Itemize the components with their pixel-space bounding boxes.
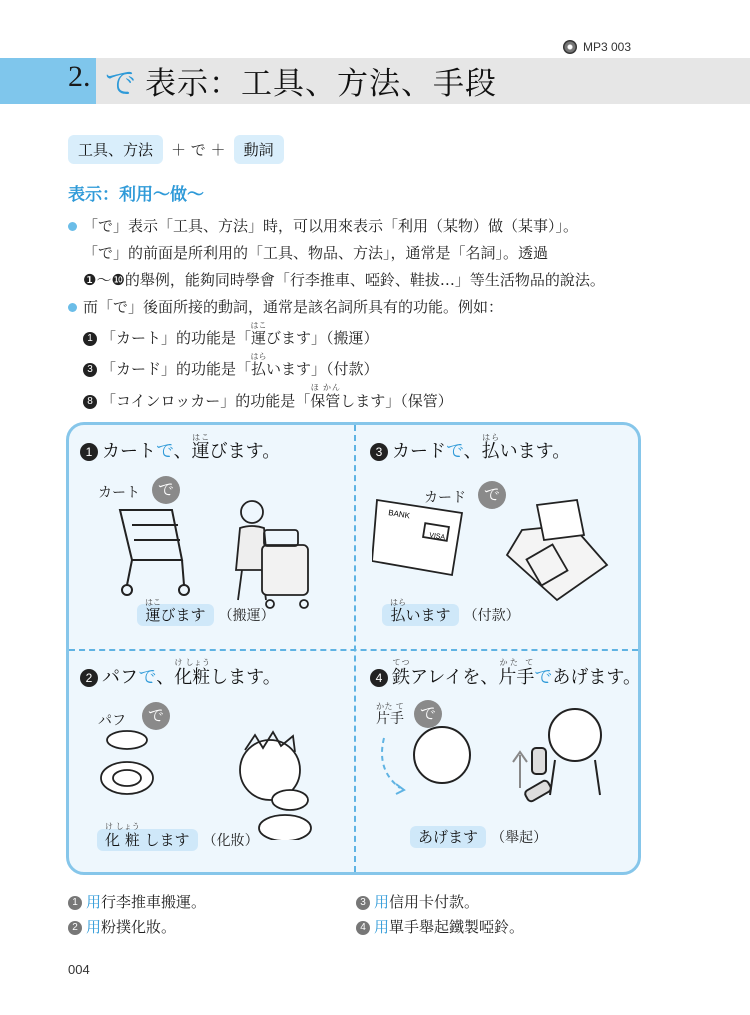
cell-3-verb-row: [382, 598, 520, 625]
cell-3-noun: カード: [424, 490, 466, 506]
cell-4-sentence: 4 鉄てつアレイを、片手かた てであげます。: [370, 658, 641, 689]
explanation-2-line-1: 而「で」後面所接的動詞，通常是該名詞所具有的功能。例如：: [68, 294, 708, 321]
cell-1-sentence: 1 カートで、運はこびます。: [80, 433, 280, 463]
section-number: 2.: [68, 60, 91, 93]
cell-4-noun: 片手かた て: [376, 702, 404, 727]
bullet-icon: [68, 222, 77, 231]
cell-1-gloss: （搬運）: [218, 608, 275, 624]
card-visa-text: VISA: [428, 532, 446, 542]
cell-1-verb-row: [137, 598, 275, 625]
cell-4-de-bubble: で: [414, 700, 442, 728]
cell-2-noun: パフ: [98, 713, 126, 729]
cell-2-sentence: 2 パフで、化粧け しょうします。: [80, 658, 281, 689]
cell-1-de-bubble: で: [152, 476, 180, 504]
title-particle: で: [105, 66, 137, 102]
cell-3-gloss: （付款）: [463, 608, 520, 624]
page-number: 004: [68, 962, 90, 977]
section-title: [105, 58, 497, 103]
cell-2-verb: 化 粧け しょう します: [97, 829, 198, 851]
cell-3-verb: 払はらいます: [382, 604, 459, 626]
cell-1-verb: 運はこびます: [137, 604, 214, 626]
card-and-terminal-illustration: [372, 495, 622, 605]
audio-track-label: [563, 40, 631, 54]
dumbbell-illustration: [370, 700, 620, 820]
translation-3: 3 用信用卡付款。: [356, 891, 479, 912]
explanation-1-line-2: 「で」的前面是所利用的「工具、物品、方法」，通常是「名詞」。透過: [83, 244, 549, 262]
explanation-1-line-3: ❶～❿的舉例，能夠同時學會「行李推車、啞鈴、鞋拔…」等生活物品的說法。: [83, 271, 605, 289]
translation-1: 1 用行李推車搬運。: [68, 891, 206, 912]
title-text: 表示：工具、方法、手段: [145, 66, 497, 102]
explanation-1-line-1: 「で」表示「工具、方法」時，可以用來表示「利用（某物）做（某事）」。: [68, 213, 708, 240]
example-3: 3 「カード」的功能是「払はらいます」（付款）: [68, 352, 708, 383]
cell-2-de-bubble: で: [142, 702, 170, 730]
cell-4-verb: あげます: [410, 826, 486, 848]
cell-4-verb-row: [410, 826, 547, 847]
example-1: 1 「カート」的功能是「運はこびます」（搬運）: [68, 321, 708, 352]
cell-2-verb-row: [97, 822, 259, 850]
cell-3-sentence: 3 カードで、払はらいます。: [370, 433, 570, 463]
formula-plus: ＋ で ＋: [171, 141, 226, 159]
explanation-1: [68, 213, 708, 294]
mp3-code: MP3 003: [583, 40, 632, 54]
formula-verb: 動詞: [234, 135, 284, 164]
cell-1-noun: カート: [98, 485, 140, 501]
translation-4: 4 用單手舉起鐵製啞鈴。: [356, 916, 524, 937]
grammar-formula: [68, 135, 284, 164]
example-8: 8 「コインロッカー」的功能是「保管ほ かんします」（保管）: [68, 383, 708, 415]
translation-2: 2 用粉撲化妝。: [68, 916, 176, 937]
cell-3-de-bubble: で: [478, 481, 506, 509]
cell-4-gloss: （舉起）: [491, 830, 548, 846]
card-bank-text: BANK: [387, 508, 411, 521]
cd-icon: [563, 40, 577, 54]
explanation-2: [68, 294, 708, 415]
formula-noun: 工具、方法: [68, 135, 163, 164]
cell-2-gloss: （化妝）: [202, 833, 259, 849]
panel-divider-horizontal: [69, 649, 638, 651]
bullet-icon: [68, 303, 77, 312]
usage-subtitle: 表示：利用～做～: [68, 185, 204, 205]
